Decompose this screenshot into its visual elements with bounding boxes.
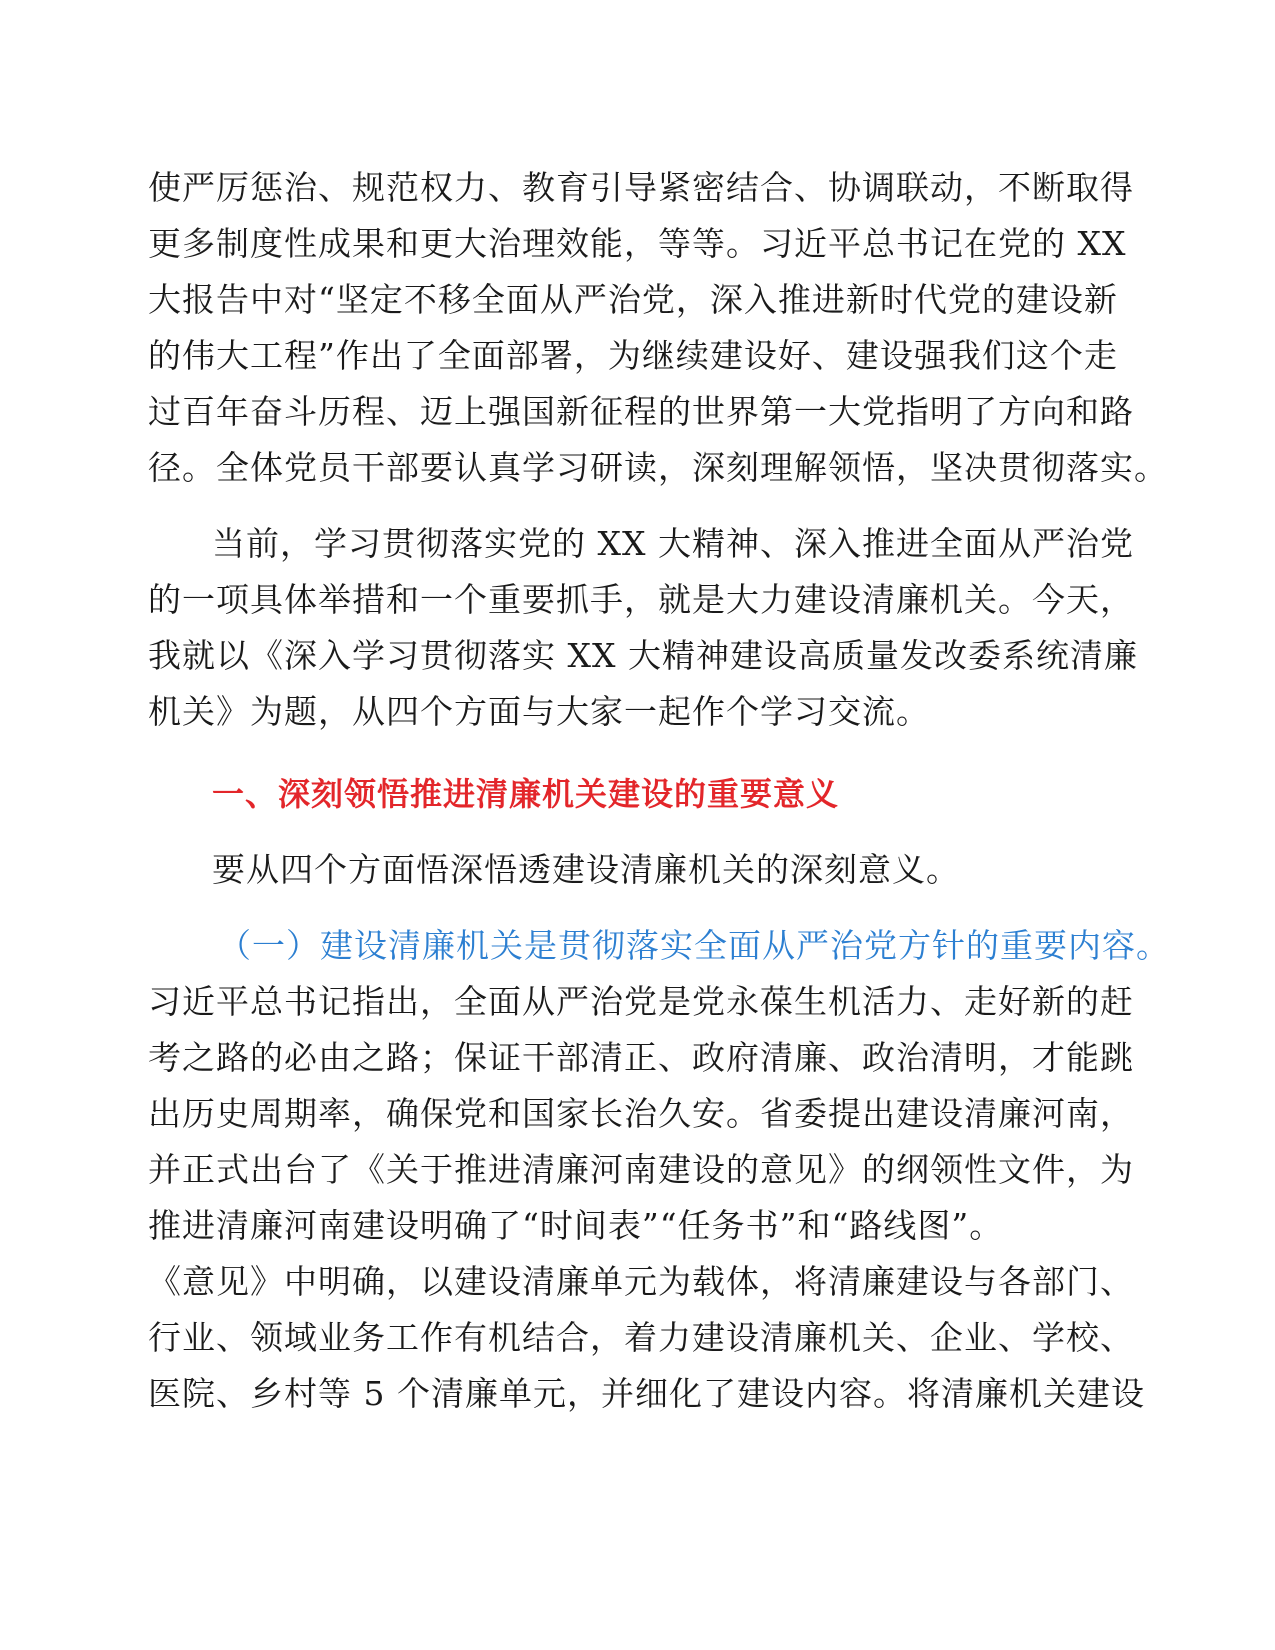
paragraph-line: 《意见》中明确，以建设清廉单元为载体，将清廉建设与各部门、 [148,1262,1134,1301]
paragraph-line: 行业、领域业务工作有机结合，着力建设清廉机关、企业、学校、 [148,1318,1134,1357]
section-heading: 一、深刻领悟推进清廉机关建设的重要意义 [212,775,840,813]
paragraph-line: 当前，学习贯彻落实党的 XX 大精神、深入推进全面从严治党 [212,524,1134,563]
paragraph-line: 径。全体党员干部要认真学习研读，深刻理解领悟，坚决贯彻落实。 [148,448,1168,487]
paragraph-gap [148,496,1128,516]
paragraph-line: 大报告中对“坚定不移全面从严治党，深入推进新时代党的建设新 [148,280,1118,319]
paragraph-line: 我就以《深入学习贯彻落实 XX 大精神建设高质量发改委系统清廉 [148,636,1138,675]
paragraph-line: 出历史周期率，确保党和国家长治久安。省委提出建设清廉河南， [148,1094,1134,1133]
subsection-heading: （一）建设清廉机关是贯彻落实全面从严治党方针的重要内容。 [218,926,1170,965]
paragraph-line: 的伟大工程”作出了全面部署，为继续建设好、建设强我们这个走 [148,336,1118,375]
paragraph-2 [148,516,1138,740]
section-intro: 要从四个方面悟深悟透建设清廉机关的深刻意义。 [212,850,960,889]
paragraph-line: 的一项具体举措和一个重要抓手，就是大力建设清廉机关。今天， [148,580,1134,619]
paragraph-line: 更多制度性成果和更大治理效能，等等。习近平总书记在党的 XX [148,224,1127,263]
paragraph-line: 习近平总书记指出，全面从严治党是党永葆生机活力、走好新的赶 [148,982,1134,1021]
paragraph-gap [148,822,1128,842]
paragraph-line: 考之路的必由之路；保证干部清正、政府清廉、政治清明，才能跳 [148,1038,1134,1077]
paragraph-gap [148,740,1128,766]
paragraph-line: 推进清廉河南建设明确了“时间表”“任务书”和“路线图”。 [148,1206,1004,1245]
paragraph-line: 医院、乡村等 5 个清廉单元，并细化了建设内容。将清廉机关建设 [148,1374,1145,1413]
paragraph-line: 过百年奋斗历程、迈上强国新征程的世界第一大党指明了方向和路 [148,392,1134,431]
subsection-1 [148,918,1170,1422]
paragraph-line: 并正式出台了《关于推进清廉河南建设的意见》的纲领性文件，为 [148,1150,1134,1189]
paragraph-line: 机关》为题，从四个方面与大家一起作个学习交流。 [148,692,930,731]
paragraph-line: 使严厉惩治、规范权力、教育引导紧密结合、协调联动，不断取得 [148,168,1134,207]
paragraph-gap [148,898,1128,918]
document-body [148,160,1170,1422]
paragraph-1 [148,160,1168,496]
